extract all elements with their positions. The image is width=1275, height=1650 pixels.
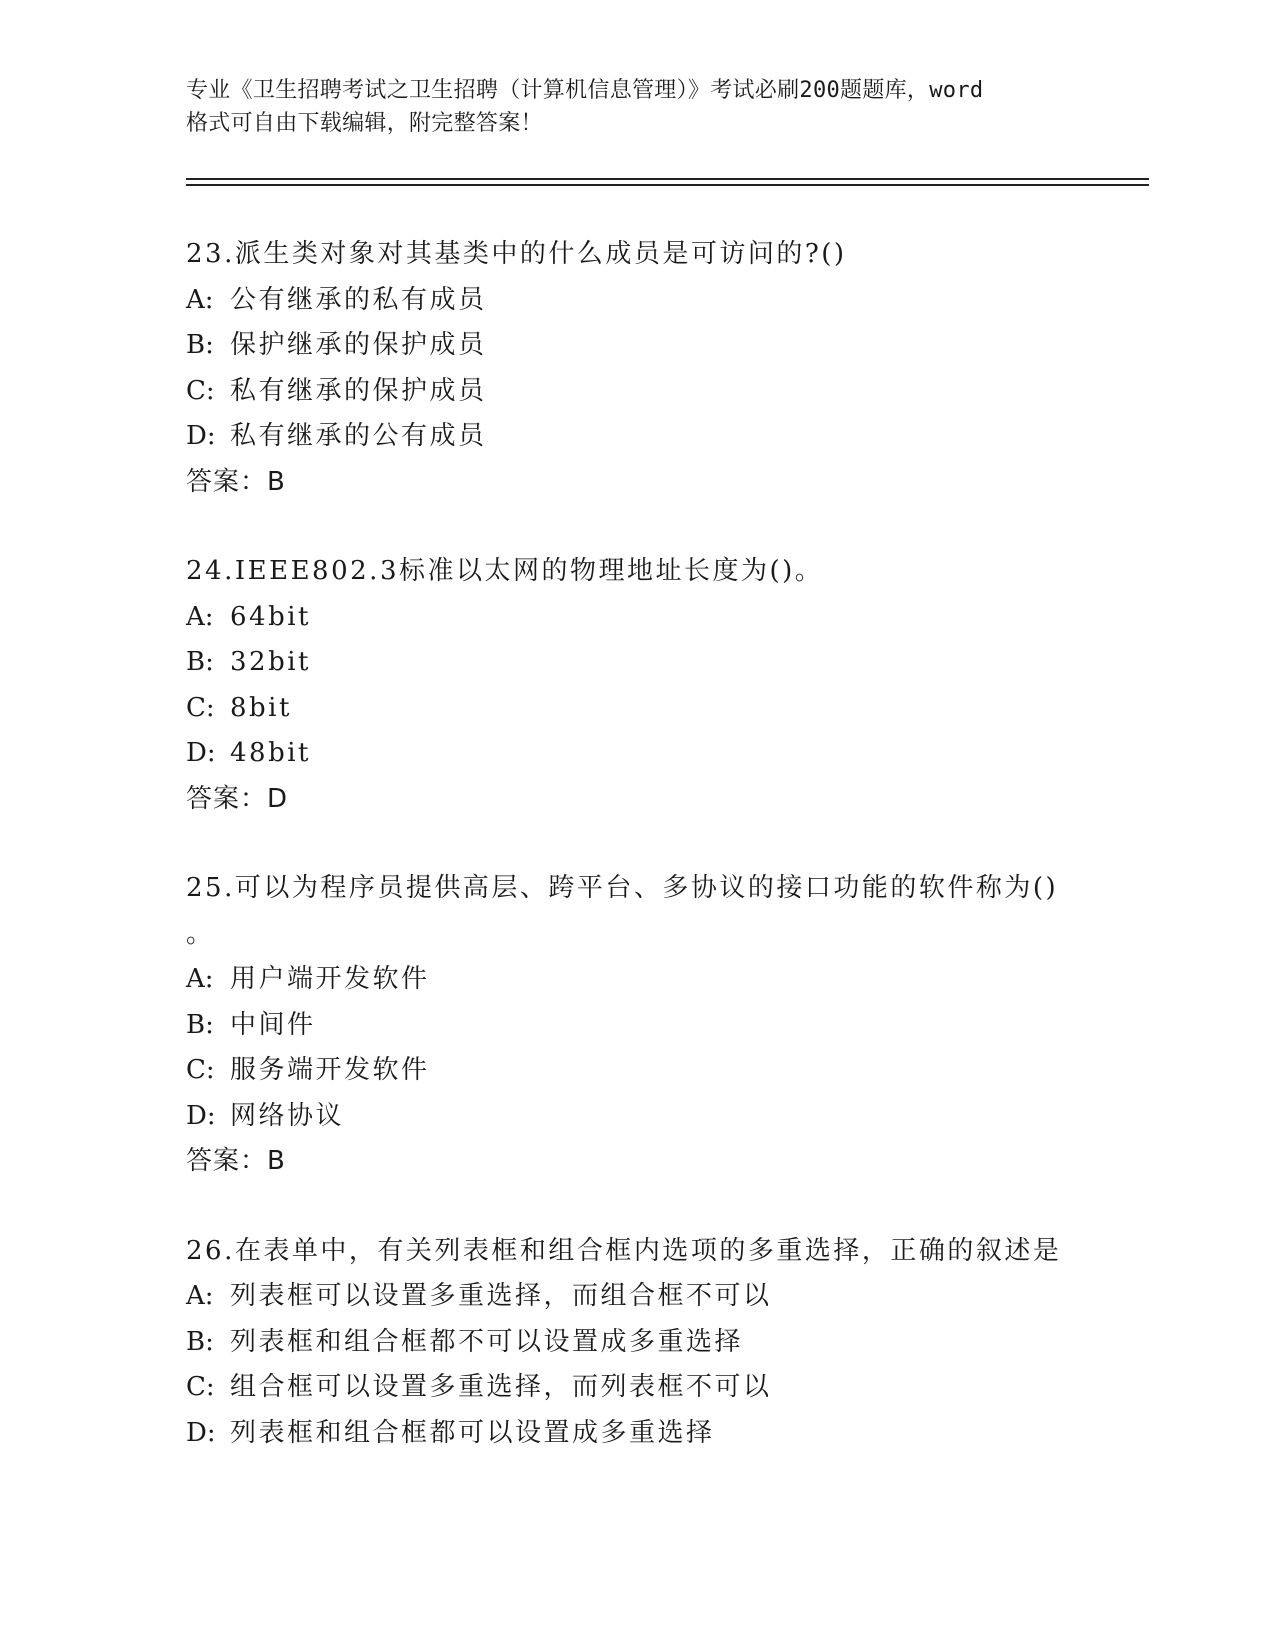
option-letter: D: [186, 1100, 216, 1131]
option-b [186, 1320, 1086, 1366]
option-text: 32bit [230, 647, 311, 677]
option-b [186, 640, 1086, 686]
option-letter: B: [186, 1326, 214, 1357]
option-letter: D: [186, 421, 216, 451]
option-c [186, 686, 1086, 732]
question-stem-continuation: 。 [186, 918, 213, 949]
question-26 [186, 1229, 1086, 1457]
option-text: 保护继承的保护成员 [230, 330, 487, 360]
option-text: 64bit [230, 601, 311, 632]
header-divider-bottom [186, 184, 1149, 186]
option-b [186, 323, 1086, 369]
option-text: 用户端开发软件 [230, 964, 430, 994]
option-text: 私有继承的公有成员 [230, 421, 487, 451]
question-25 [186, 866, 1086, 1185]
option-letter: A: [186, 601, 214, 632]
option-a [186, 595, 1086, 641]
answer-line: 答案：D [186, 783, 289, 814]
option-text: 组合框可以设置多重选择，而列表框不可以 [230, 1372, 772, 1402]
question-stem: 25.可以为程序员提供高层、跨平台、多协议的接口功能的软件称为() [186, 873, 1059, 903]
option-text: 48bit [230, 738, 311, 768]
answer-line: 答案：B [186, 1146, 286, 1176]
option-a [186, 957, 1086, 1003]
header-line-1: 专业《卫生招聘考试之卫生招聘（计算机信息管理）》考试必刷200题题库，word [186, 78, 984, 103]
option-letter: A: [186, 1281, 214, 1311]
option-text: 列表框和组合框都不可以设置成多重选择 [230, 1326, 744, 1357]
question-23 [186, 232, 1086, 505]
option-text: 中间件 [230, 1009, 316, 1040]
header-divider-top [186, 178, 1149, 180]
question-stem: 23.派生类对象对其基类中的什么成员是可访问的?() [186, 239, 847, 269]
option-b [186, 1003, 1086, 1049]
question-list [186, 232, 1086, 1500]
answer-line: 答案：B [186, 466, 286, 497]
option-letter: B: [186, 647, 214, 677]
option-a [186, 1274, 1086, 1320]
option-letter: C: [186, 1055, 215, 1085]
option-d [186, 414, 1086, 460]
option-letter: B: [186, 330, 214, 360]
option-text: 服务端开发软件 [230, 1055, 430, 1085]
option-letter: C: [186, 375, 215, 406]
option-letter: D: [186, 738, 216, 768]
option-text: 网络协议 [230, 1100, 345, 1131]
option-letter: B: [186, 1009, 214, 1040]
option-letter: A: [186, 964, 214, 994]
option-text: 私有继承的保护成员 [230, 375, 487, 406]
option-text: 8bit [230, 692, 292, 723]
option-text: 列表框可以设置多重选择，而组合框不可以 [230, 1281, 772, 1311]
option-d [186, 1094, 1086, 1140]
question-24 [186, 549, 1086, 822]
option-d [186, 731, 1086, 777]
option-text: 公有继承的私有成员 [230, 284, 487, 315]
option-a [186, 278, 1086, 324]
header-note [186, 74, 1086, 140]
option-letter: C: [186, 692, 215, 723]
option-letter: D: [186, 1417, 216, 1448]
option-c [186, 1048, 1086, 1094]
question-stem: 24.IEEE802.3标准以太网的物理地址长度为()。 [186, 556, 824, 586]
option-letter: C: [186, 1372, 215, 1402]
option-c [186, 1365, 1086, 1411]
option-text: 列表框和组合框都可以设置成多重选择 [230, 1417, 715, 1448]
option-c [186, 369, 1086, 415]
option-d [186, 1411, 1086, 1457]
option-letter: A: [186, 284, 214, 315]
question-stem: 26.在表单中，有关列表框和组合框内选项的多重选择，正确的叙述是 [186, 1235, 1062, 1266]
header-line-2: 格式可自由下载编辑，附完整答案！ [186, 111, 543, 136]
